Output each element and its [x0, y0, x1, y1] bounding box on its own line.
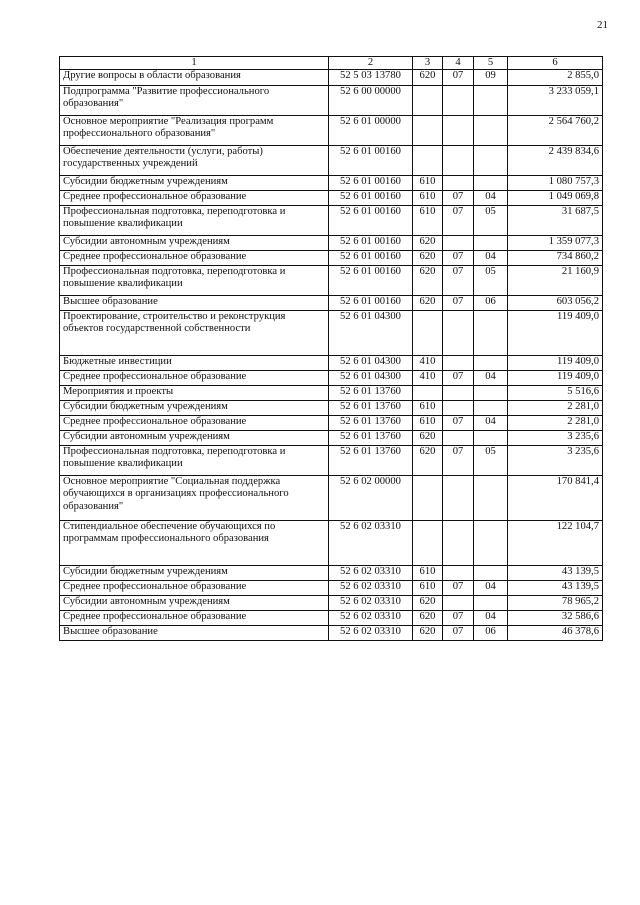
row-col4-cell: 07	[443, 626, 474, 641]
row-code-cell: 52 6 01 13760	[329, 446, 413, 476]
row-col5-cell	[474, 476, 508, 521]
row-col3-cell: 620	[413, 611, 443, 626]
row-col4-cell	[443, 86, 474, 116]
row-amount-cell: 32 586,6	[508, 611, 603, 626]
row-col5-cell	[474, 146, 508, 176]
row-col3-cell	[413, 521, 443, 566]
row-amount-cell: 1 049 069,8	[508, 191, 603, 206]
row-col4-cell: 07	[443, 446, 474, 476]
row-code-cell: 52 6 02 03310	[329, 521, 413, 566]
row-col4-cell	[443, 116, 474, 146]
row-code-cell: 52 6 02 03310	[329, 611, 413, 626]
row-col4-cell	[443, 236, 474, 251]
row-col3-cell: 610	[413, 566, 443, 581]
row-name-cell: Субсидии автономным учреждениям	[60, 596, 329, 611]
page-number: 21	[597, 19, 608, 31]
row-amount-cell: 46 378,6	[508, 626, 603, 641]
table-row	[60, 296, 603, 311]
row-code-cell: 52 6 01 13760	[329, 431, 413, 446]
header-row	[60, 57, 603, 70]
row-name-cell: Высшее образование	[60, 296, 329, 311]
table-row	[60, 266, 603, 296]
row-code-cell: 52 6 01 00160	[329, 191, 413, 206]
row-col5-cell	[474, 566, 508, 581]
row-col5-cell: 05	[474, 206, 508, 236]
row-col5-cell: 04	[474, 191, 508, 206]
row-name-cell: Стипендиальное обеспечение обучающихся по программам профессионального образования	[60, 521, 329, 566]
row-amount-cell: 21 160,9	[508, 266, 603, 296]
table-row	[60, 191, 603, 206]
row-code-cell: 52 6 01 04300	[329, 311, 413, 356]
row-amount-cell: 603 056,2	[508, 296, 603, 311]
table-row	[60, 386, 603, 401]
row-amount-cell: 1 359 077,3	[508, 236, 603, 251]
row-col4-cell	[443, 476, 474, 521]
row-amount-cell: 2 439 834,6	[508, 146, 603, 176]
row-col4-cell	[443, 386, 474, 401]
row-amount-cell: 2 564 760,2	[508, 116, 603, 146]
row-name-cell: Профессиональная подготовка, переподготовка и повышение квалификации	[60, 206, 329, 236]
row-col4-cell	[443, 146, 474, 176]
row-code-cell: 52 6 02 03310	[329, 581, 413, 596]
row-col3-cell: 610	[413, 191, 443, 206]
column-header: 2	[329, 57, 413, 70]
row-col3-cell: 620	[413, 70, 443, 86]
row-col5-cell	[474, 86, 508, 116]
row-col3-cell: 620	[413, 431, 443, 446]
row-col4-cell	[443, 176, 474, 191]
row-col3-cell: 620	[413, 626, 443, 641]
row-amount-cell: 734 860,2	[508, 251, 603, 266]
table-row	[60, 476, 603, 521]
table-row	[60, 206, 603, 236]
row-col5-cell: 09	[474, 70, 508, 86]
row-amount-cell: 170 841,4	[508, 476, 603, 521]
row-col4-cell: 07	[443, 371, 474, 386]
column-header: 5	[474, 57, 508, 70]
row-code-cell: 52 6 00 00000	[329, 86, 413, 116]
row-col4-cell	[443, 566, 474, 581]
row-col3-cell	[413, 116, 443, 146]
row-col3-cell	[413, 311, 443, 356]
row-amount-cell: 119 409,0	[508, 356, 603, 371]
row-code-cell: 52 6 02 00000	[329, 476, 413, 521]
row-col4-cell: 07	[443, 266, 474, 296]
row-name-cell: Среднее профессиональное образование	[60, 371, 329, 386]
row-col5-cell	[474, 116, 508, 146]
row-name-cell: Профессиональная подготовка, переподготовка и повышение квалификации	[60, 446, 329, 476]
budget-table	[59, 56, 603, 641]
row-name-cell: Среднее профессиональное образование	[60, 581, 329, 596]
row-col4-cell: 07	[443, 251, 474, 266]
table-row	[60, 416, 603, 431]
row-name-cell: Субсидии бюджетным учреждениям	[60, 401, 329, 416]
row-col4-cell	[443, 431, 474, 446]
table-row	[60, 311, 603, 356]
row-amount-cell: 2 281,0	[508, 416, 603, 431]
table-row	[60, 431, 603, 446]
row-col4-cell: 07	[443, 416, 474, 431]
row-name-cell: Обеспечение деятельности (услуги, работы) государственных учреждений	[60, 146, 329, 176]
row-code-cell: 52 6 01 13760	[329, 386, 413, 401]
row-code-cell: 52 6 01 00160	[329, 236, 413, 251]
row-col5-cell	[474, 386, 508, 401]
row-col5-cell: 04	[474, 581, 508, 596]
row-col4-cell: 07	[443, 191, 474, 206]
row-amount-cell: 43 139,5	[508, 566, 603, 581]
row-code-cell: 52 6 02 03310	[329, 626, 413, 641]
table-row	[60, 596, 603, 611]
table-row	[60, 86, 603, 116]
column-header: 1	[60, 57, 329, 70]
table-row	[60, 371, 603, 386]
table-row	[60, 446, 603, 476]
row-col4-cell	[443, 521, 474, 566]
row-name-cell: Проектирование, строительство и реконструкция объектов государственной собственности	[60, 311, 329, 356]
row-name-cell: Субсидии бюджетным учреждениям	[60, 566, 329, 581]
row-col4-cell	[443, 596, 474, 611]
row-code-cell: 52 6 01 00160	[329, 176, 413, 191]
row-col5-cell	[474, 521, 508, 566]
row-name-cell: Подпрограмма "Развитие профессионального образования"	[60, 86, 329, 116]
row-code-cell: 52 6 01 13760	[329, 401, 413, 416]
table-body	[60, 70, 603, 641]
row-col3-cell: 610	[413, 581, 443, 596]
row-code-cell: 52 6 01 00160	[329, 206, 413, 236]
row-amount-cell: 31 687,5	[508, 206, 603, 236]
row-col5-cell: 04	[474, 611, 508, 626]
column-header: 6	[508, 57, 603, 70]
row-col4-cell: 07	[443, 611, 474, 626]
row-col3-cell: 620	[413, 296, 443, 311]
row-name-cell: Субсидии автономным учреждениям	[60, 431, 329, 446]
table-row	[60, 70, 603, 86]
row-code-cell: 52 6 01 00000	[329, 116, 413, 146]
table-row	[60, 521, 603, 566]
row-col3-cell: 610	[413, 416, 443, 431]
table-row	[60, 116, 603, 146]
row-code-cell: 52 6 02 03310	[329, 596, 413, 611]
row-col5-cell	[474, 431, 508, 446]
row-name-cell: Субсидии автономным учреждениям	[60, 236, 329, 251]
row-col3-cell	[413, 476, 443, 521]
row-name-cell: Субсидии бюджетным учреждениям	[60, 176, 329, 191]
row-col3-cell: 610	[413, 401, 443, 416]
row-amount-cell: 78 965,2	[508, 596, 603, 611]
row-code-cell: 52 6 01 04300	[329, 371, 413, 386]
row-code-cell: 52 6 01 00160	[329, 296, 413, 311]
row-col4-cell: 07	[443, 206, 474, 236]
row-col3-cell: 620	[413, 446, 443, 476]
row-col3-cell: 410	[413, 371, 443, 386]
table-row	[60, 146, 603, 176]
row-code-cell: 52 5 03 13780	[329, 70, 413, 86]
row-col3-cell: 620	[413, 596, 443, 611]
table-row	[60, 356, 603, 371]
row-amount-cell: 119 409,0	[508, 371, 603, 386]
row-col4-cell	[443, 356, 474, 371]
table-row	[60, 566, 603, 581]
column-header: 3	[413, 57, 443, 70]
row-col5-cell	[474, 311, 508, 356]
row-col5-cell	[474, 401, 508, 416]
row-col4-cell: 07	[443, 296, 474, 311]
row-name-cell: Среднее профессиональное образование	[60, 611, 329, 626]
row-code-cell: 52 6 01 00160	[329, 251, 413, 266]
row-name-cell: Другие вопросы в области образования	[60, 70, 329, 86]
row-amount-cell: 1 080 757,3	[508, 176, 603, 191]
row-col5-cell: 06	[474, 296, 508, 311]
row-code-cell: 52 6 02 03310	[329, 566, 413, 581]
row-name-cell: Мероприятия и проекты	[60, 386, 329, 401]
row-col5-cell	[474, 176, 508, 191]
row-name-cell: Основное мероприятие "Социальная поддержка обучающихся в организациях профессионального образования"	[60, 476, 329, 521]
row-col4-cell: 07	[443, 70, 474, 86]
row-col5-cell	[474, 236, 508, 251]
row-col3-cell: 610	[413, 206, 443, 236]
row-col5-cell	[474, 356, 508, 371]
row-col5-cell: 06	[474, 626, 508, 641]
row-col3-cell: 610	[413, 176, 443, 191]
row-col3-cell	[413, 146, 443, 176]
row-amount-cell: 3 235,6	[508, 446, 603, 476]
row-col3-cell: 620	[413, 266, 443, 296]
row-name-cell: Среднее профессиональное образование	[60, 191, 329, 206]
row-col5-cell: 05	[474, 446, 508, 476]
row-name-cell: Высшее образование	[60, 626, 329, 641]
row-col3-cell: 620	[413, 236, 443, 251]
row-amount-cell: 3 235,6	[508, 431, 603, 446]
row-code-cell: 52 6 01 04300	[329, 356, 413, 371]
row-col5-cell: 04	[474, 371, 508, 386]
table-row	[60, 626, 603, 641]
row-col5-cell: 05	[474, 266, 508, 296]
row-amount-cell: 43 139,5	[508, 581, 603, 596]
row-col4-cell	[443, 311, 474, 356]
row-col5-cell: 04	[474, 251, 508, 266]
row-col4-cell: 07	[443, 581, 474, 596]
table-row	[60, 401, 603, 416]
row-name-cell: Основное мероприятие "Реализация программ профессионального образования"	[60, 116, 329, 146]
row-code-cell: 52 6 01 13760	[329, 416, 413, 431]
row-col4-cell	[443, 401, 474, 416]
row-col3-cell	[413, 386, 443, 401]
table-row	[60, 611, 603, 626]
row-name-cell: Среднее профессиональное образование	[60, 251, 329, 266]
row-amount-cell: 122 104,7	[508, 521, 603, 566]
table-row	[60, 251, 603, 266]
row-col3-cell	[413, 86, 443, 116]
table-row	[60, 581, 603, 596]
row-code-cell: 52 6 01 00160	[329, 146, 413, 176]
row-amount-cell: 119 409,0	[508, 311, 603, 356]
row-code-cell: 52 6 01 00160	[329, 266, 413, 296]
column-header: 4	[443, 57, 474, 70]
row-amount-cell: 5 516,6	[508, 386, 603, 401]
row-name-cell: Среднее профессиональное образование	[60, 416, 329, 431]
row-col5-cell: 04	[474, 416, 508, 431]
table-row	[60, 176, 603, 191]
row-amount-cell: 3 233 059,1	[508, 86, 603, 116]
table-row	[60, 236, 603, 251]
row-name-cell: Профессиональная подготовка, переподготовка и повышение квалификации	[60, 266, 329, 296]
row-name-cell: Бюджетные инвестиции	[60, 356, 329, 371]
row-col5-cell	[474, 596, 508, 611]
row-amount-cell: 2 855,0	[508, 70, 603, 86]
row-col3-cell: 620	[413, 251, 443, 266]
row-col3-cell: 410	[413, 356, 443, 371]
row-amount-cell: 2 281,0	[508, 401, 603, 416]
